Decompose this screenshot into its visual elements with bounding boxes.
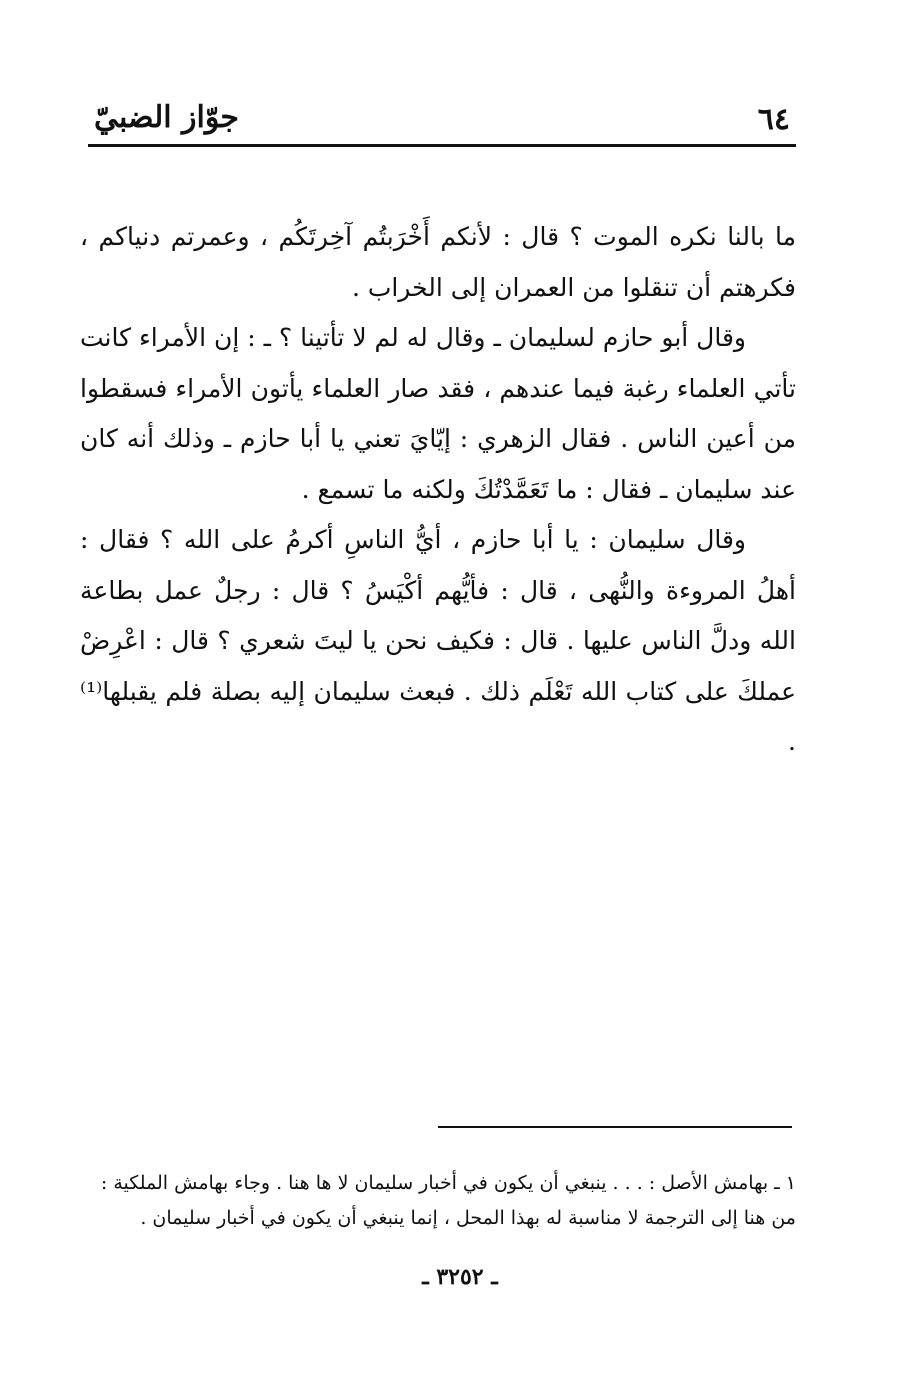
page-header [88, 98, 794, 142]
page-number: ٦٤ [757, 102, 790, 137]
main-text [80, 212, 796, 768]
paragraph: وقال أبو حازم لسليمان ـ وقال له لم لا تأتينا ؟ ـ : إن الأمراء كانت تأتي العلماء رغبة فيما عندهم ، فقد صار العلماء يأتون الأمراء فسقطوا من أعين الناس . فقال الزهري : إيّايَ تعني يا أبا حازم ـ وذلك أنه كان عند سليمان ـ فقال : ما تَعَمَّدْتُكَ ولكنه ما تسمع . [80, 323, 796, 504]
footnote-rule [438, 1126, 792, 1128]
sequence-number: ـ ٣٢٥٢ ـ [422, 1264, 498, 1290]
paragraph: ما بالنا نكره الموت ؟ قال : لأنكم أَخْرَبتُم آخِرتَكُم ، وعمرتم دنياكم ، فكرهتم أن تنقلوا من العمران إلى الخراب . [80, 222, 796, 302]
paragraph: وقال سليمان : يا أبا حازم ، أيُّ الناسِ أكرمُ على الله ؟ فقال : أهلُ المروءة والنُّهى ، قال : فأيُّهم أكْيَسُ ؟ قال : رجلٌ عمل بطاعة الله ودلَّ الناس عليها . قال : فكيف نحن يا ليتَ شعري ؟ قال : اعْرِضْ عملكَ على كتاب الله تَعْلَم ذلك . فبعث سليمان إليه بصلة فلم يقبلها⁽¹⁾ . [80, 525, 796, 756]
running-title: جوّاز الضبيّ [94, 100, 239, 135]
header-rule [88, 144, 796, 147]
footnote-line: ١ ـ بهامش الأصل : . . . ينبغي أن يكون في أخبار سليمان لا ها هنا . وجاء بهامش الملكية : [100, 1172, 796, 1194]
footnotes [84, 1166, 796, 1236]
footnote-line: من هنا إلى الترجمة لا مناسبة له بهذا المحل ، إنما ينبغي أن يكون في أخبار سليمان . [140, 1207, 796, 1229]
